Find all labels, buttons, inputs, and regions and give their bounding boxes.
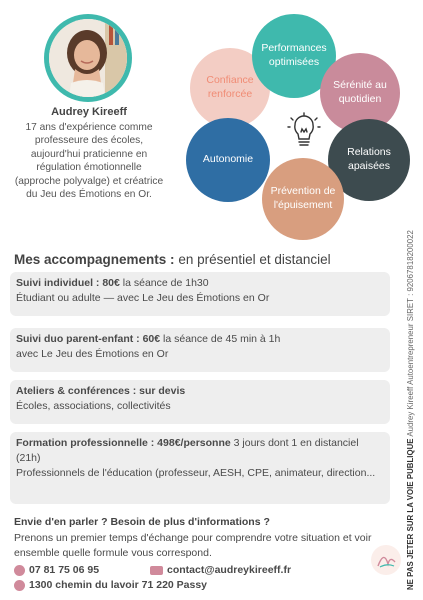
contact-question: Envie d'en parler ? Besoin de plus d'informations ? [14, 516, 270, 528]
vertical-legal-bold: NE PAS JETER SUR LA VOIE PUBLIQUE [406, 438, 415, 590]
offer-detail: la séance de 1h30 [119, 277, 209, 289]
avatar [49, 19, 127, 97]
offer-detail: 3 jours dont 1 en distanciel (21h) [16, 437, 359, 465]
offer-detail: la séance de 45 min à 1h [160, 333, 281, 345]
offer-description: Étudiant ou adulte — avec Le Jeu des Émotions en Or [16, 292, 270, 305]
offer-card [10, 432, 390, 504]
section-title-bold: Mes accompagnements : [14, 252, 175, 267]
section-title-rest: en présentiel et distanciel [174, 252, 331, 267]
email-row[interactable] [150, 564, 291, 576]
phone-row[interactable] [14, 564, 99, 576]
profile-photo-frame [44, 14, 132, 102]
offer-description: Écoles, associations, collectivités [16, 400, 171, 413]
brand-logo [370, 544, 402, 576]
offer-title: Formation professionnelle : 498€/personne [16, 437, 231, 449]
address: 1300 chemin du lavoir 71 220 Passy [29, 579, 208, 591]
phone-icon [14, 565, 25, 576]
vertical-legal-rest: Audrey Kireeff Autoentrepreneur SIRET : 92067818200022 [406, 230, 415, 439]
profile-name: Audrey Kireeff [51, 106, 127, 118]
vertical-legal-text [406, 230, 415, 590]
phone-number[interactable]: 07 81 75 06 95 [29, 564, 100, 576]
offer-title: Suivi individuel : 80€ [16, 277, 120, 289]
location-icon [14, 580, 25, 591]
contact-paragraph: Prenons un premier temps d'échange pour comprendre votre situation et voir ensemble quelle formule vous correspond. [14, 532, 372, 559]
offer-title: Ateliers & conférences : sur devis [16, 385, 186, 397]
circle-autonomie: Autonomie [186, 118, 270, 202]
section-title [14, 252, 331, 267]
offer-card [10, 272, 390, 316]
circle-relations: Relations apaisées [328, 119, 410, 201]
email-address[interactable]: contact@audreykireeff.fr [167, 564, 292, 576]
address-row [14, 579, 207, 591]
circle-prevention: Prévention de l'épuisement [262, 158, 344, 240]
offer-card [10, 328, 390, 372]
circle-performances: Performances optimisées [252, 14, 336, 98]
profile-bio: 17 ans d'expérience comme professeure des écoles, aujourd'hui praticienne en régulation émotionnelle (approche polyvalge) et créatrice du Jeu des Émotions en Or. [14, 122, 164, 201]
circle-confiance: Confiance renforcée [190, 48, 270, 128]
offer-card [10, 380, 390, 424]
circle-serenite: Sérénité au quotidien [320, 53, 400, 133]
offer-title: Suivi duo parent-enfant : 60€ [16, 333, 161, 345]
mail-icon [150, 566, 163, 575]
offer-description: avec Le Jeu des Émotions en Or [16, 348, 169, 361]
lightbulb-icon [287, 112, 321, 152]
offer-description: Professionnels de l'éducation (professeur, AESH, CPE, animateur, direction... [16, 467, 376, 480]
